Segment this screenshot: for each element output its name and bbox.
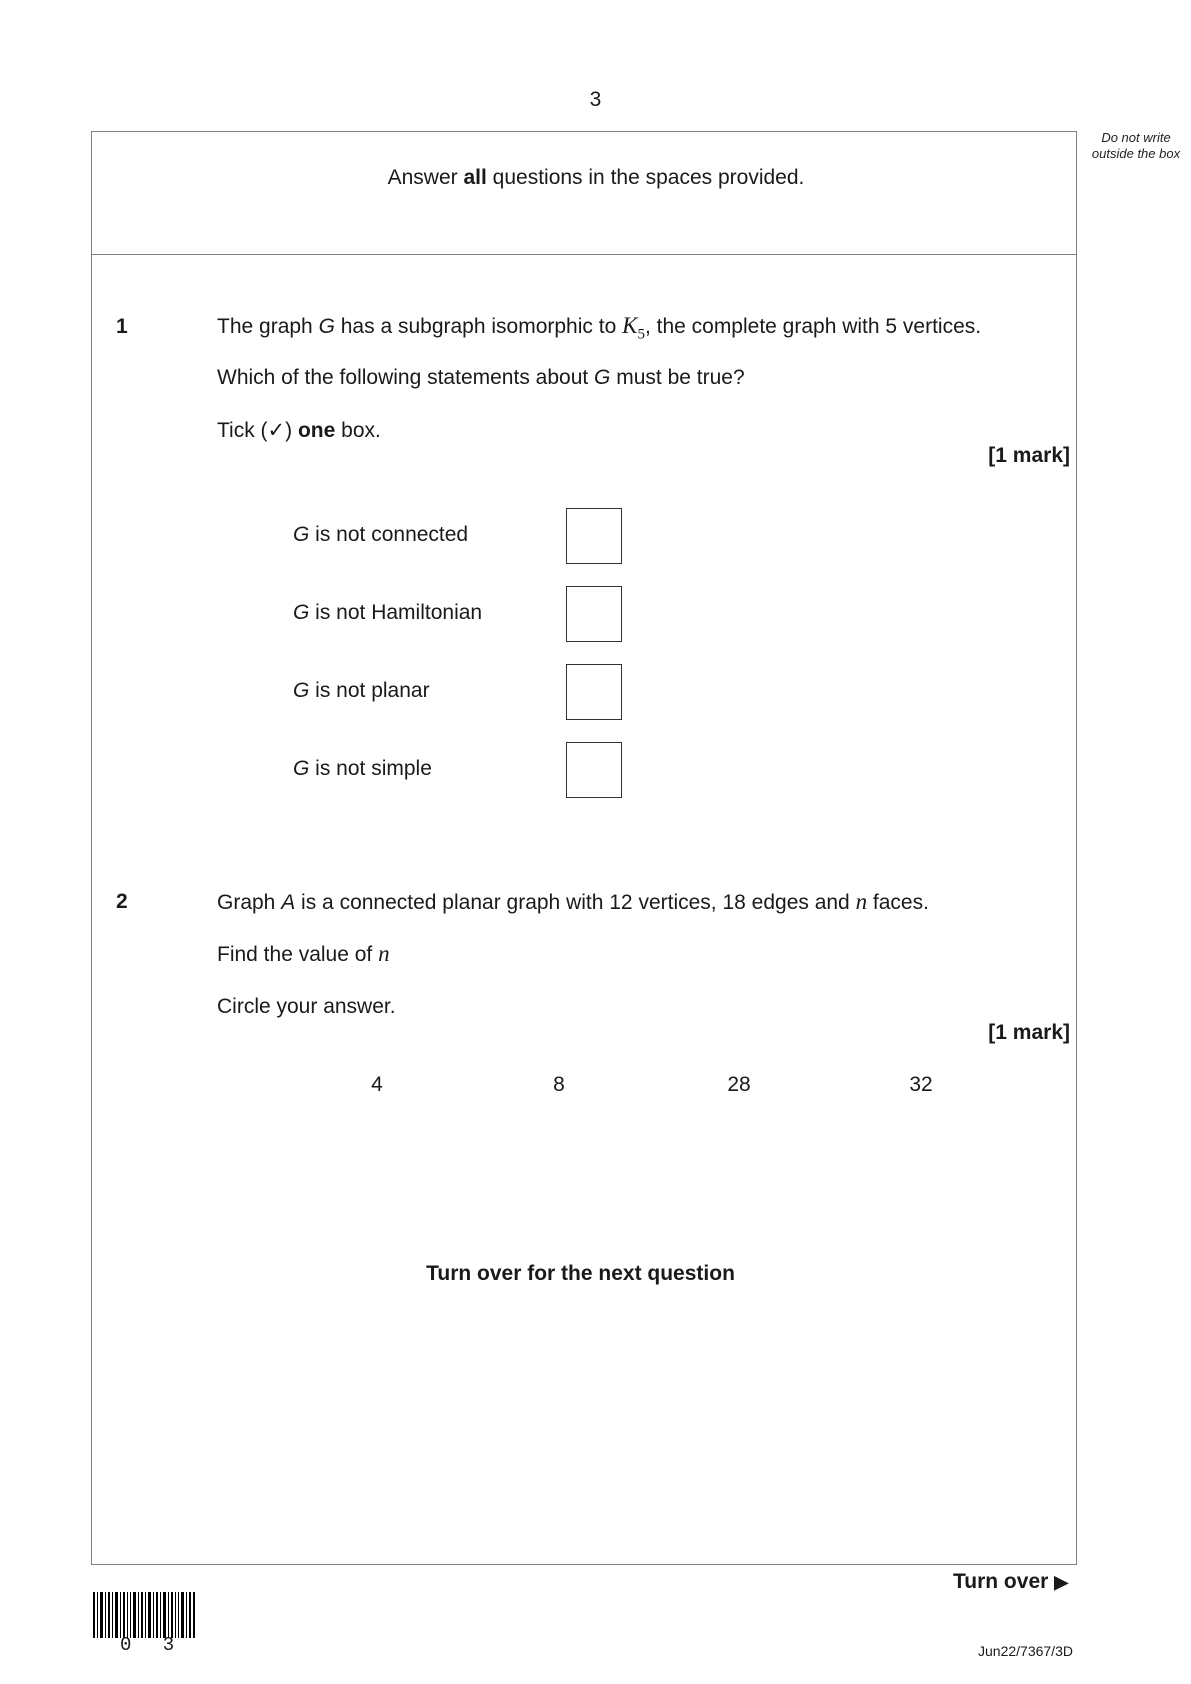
instructions bbox=[91, 166, 1101, 190]
q1-k-sub: 5 bbox=[637, 326, 645, 343]
barcode-icon bbox=[93, 1592, 195, 1638]
option-not-simple-label: G is not simple bbox=[293, 757, 432, 780]
q1-var-g: G bbox=[318, 315, 335, 338]
q1-line3-b: box. bbox=[335, 419, 381, 442]
q1-k5 bbox=[622, 313, 645, 343]
instructions-before: Answer bbox=[387, 166, 464, 189]
option-not-planar-label: G is not planar bbox=[293, 679, 430, 702]
question-1-prompt bbox=[217, 366, 745, 390]
q1-line2-a: Which of the following statements about bbox=[217, 366, 595, 389]
answer-option-4[interactable]: 4 bbox=[371, 1073, 383, 1096]
tick-box-not-connected[interactable] bbox=[566, 508, 622, 564]
turn-over-label bbox=[953, 1570, 1068, 1594]
header-divider bbox=[91, 254, 1077, 255]
margin-note: Do not write outside the box bbox=[1091, 130, 1181, 161]
q1-line1-b: has a subgraph isomorphic to bbox=[334, 315, 623, 338]
question-2-marks: [1 mark] bbox=[988, 1021, 1070, 1044]
q2-line2-a: Find the value of bbox=[217, 943, 379, 966]
instructions-after: questions in the spaces provided. bbox=[486, 166, 805, 189]
q2-line1-b: is a connected planar graph with 12 vertices, 18 edges and bbox=[295, 891, 856, 914]
q2-line1-a: Graph bbox=[217, 891, 282, 914]
page-number: 3 bbox=[589, 88, 602, 111]
q1-var-g-2: G bbox=[594, 366, 611, 389]
tick-box-not-planar[interactable] bbox=[566, 664, 622, 720]
tick-box-not-simple[interactable] bbox=[566, 742, 622, 798]
turn-over-next-question: Turn over for the next question bbox=[426, 1262, 735, 1285]
answer-option-28[interactable]: 28 bbox=[727, 1073, 751, 1096]
q1-line1-a: The graph bbox=[217, 315, 319, 338]
answer-option-8[interactable]: 8 bbox=[553, 1073, 565, 1096]
q2-line1-c: faces. bbox=[867, 891, 929, 914]
q2-var-n-2: n bbox=[378, 941, 390, 966]
question-1-number: 1 bbox=[116, 315, 128, 338]
q2-var-n: n bbox=[855, 889, 868, 914]
play-arrow-icon: ▶ bbox=[1054, 1572, 1069, 1592]
q2-var-a: A bbox=[281, 891, 296, 914]
question-2-instruction: Circle your answer. bbox=[217, 995, 396, 1018]
instructions-bold: all bbox=[463, 166, 487, 189]
answer-option-32[interactable]: 32 bbox=[909, 1073, 933, 1096]
answer-frame bbox=[91, 131, 1077, 1565]
q1-line3-bold: one bbox=[297, 419, 336, 442]
tick-box-not-hamiltonian[interactable] bbox=[566, 586, 622, 642]
q1-line3-a: Tick (✓) bbox=[217, 419, 298, 442]
q1-k-base: K bbox=[622, 313, 638, 338]
question-2-number: 2 bbox=[116, 890, 128, 913]
question-2-prompt bbox=[217, 941, 390, 967]
q1-line2-b: must be true? bbox=[610, 366, 745, 389]
question-1-marks: [1 mark] bbox=[988, 444, 1070, 467]
option-not-connected-label: G is not connected bbox=[293, 523, 469, 546]
turn-over-text: Turn over bbox=[953, 1570, 1049, 1593]
question-2-stem bbox=[217, 889, 929, 915]
q1-line1-c: , the complete graph with 5 vertices. bbox=[644, 315, 982, 338]
option-not-hamiltonian-label: G is not Hamiltonian bbox=[293, 601, 483, 624]
question-1-stem bbox=[217, 313, 981, 344]
barcode-digits: 0 3 bbox=[120, 1634, 185, 1656]
paper-reference: Jun22/7367/3D bbox=[978, 1643, 1073, 1659]
question-1-instruction bbox=[217, 418, 381, 443]
